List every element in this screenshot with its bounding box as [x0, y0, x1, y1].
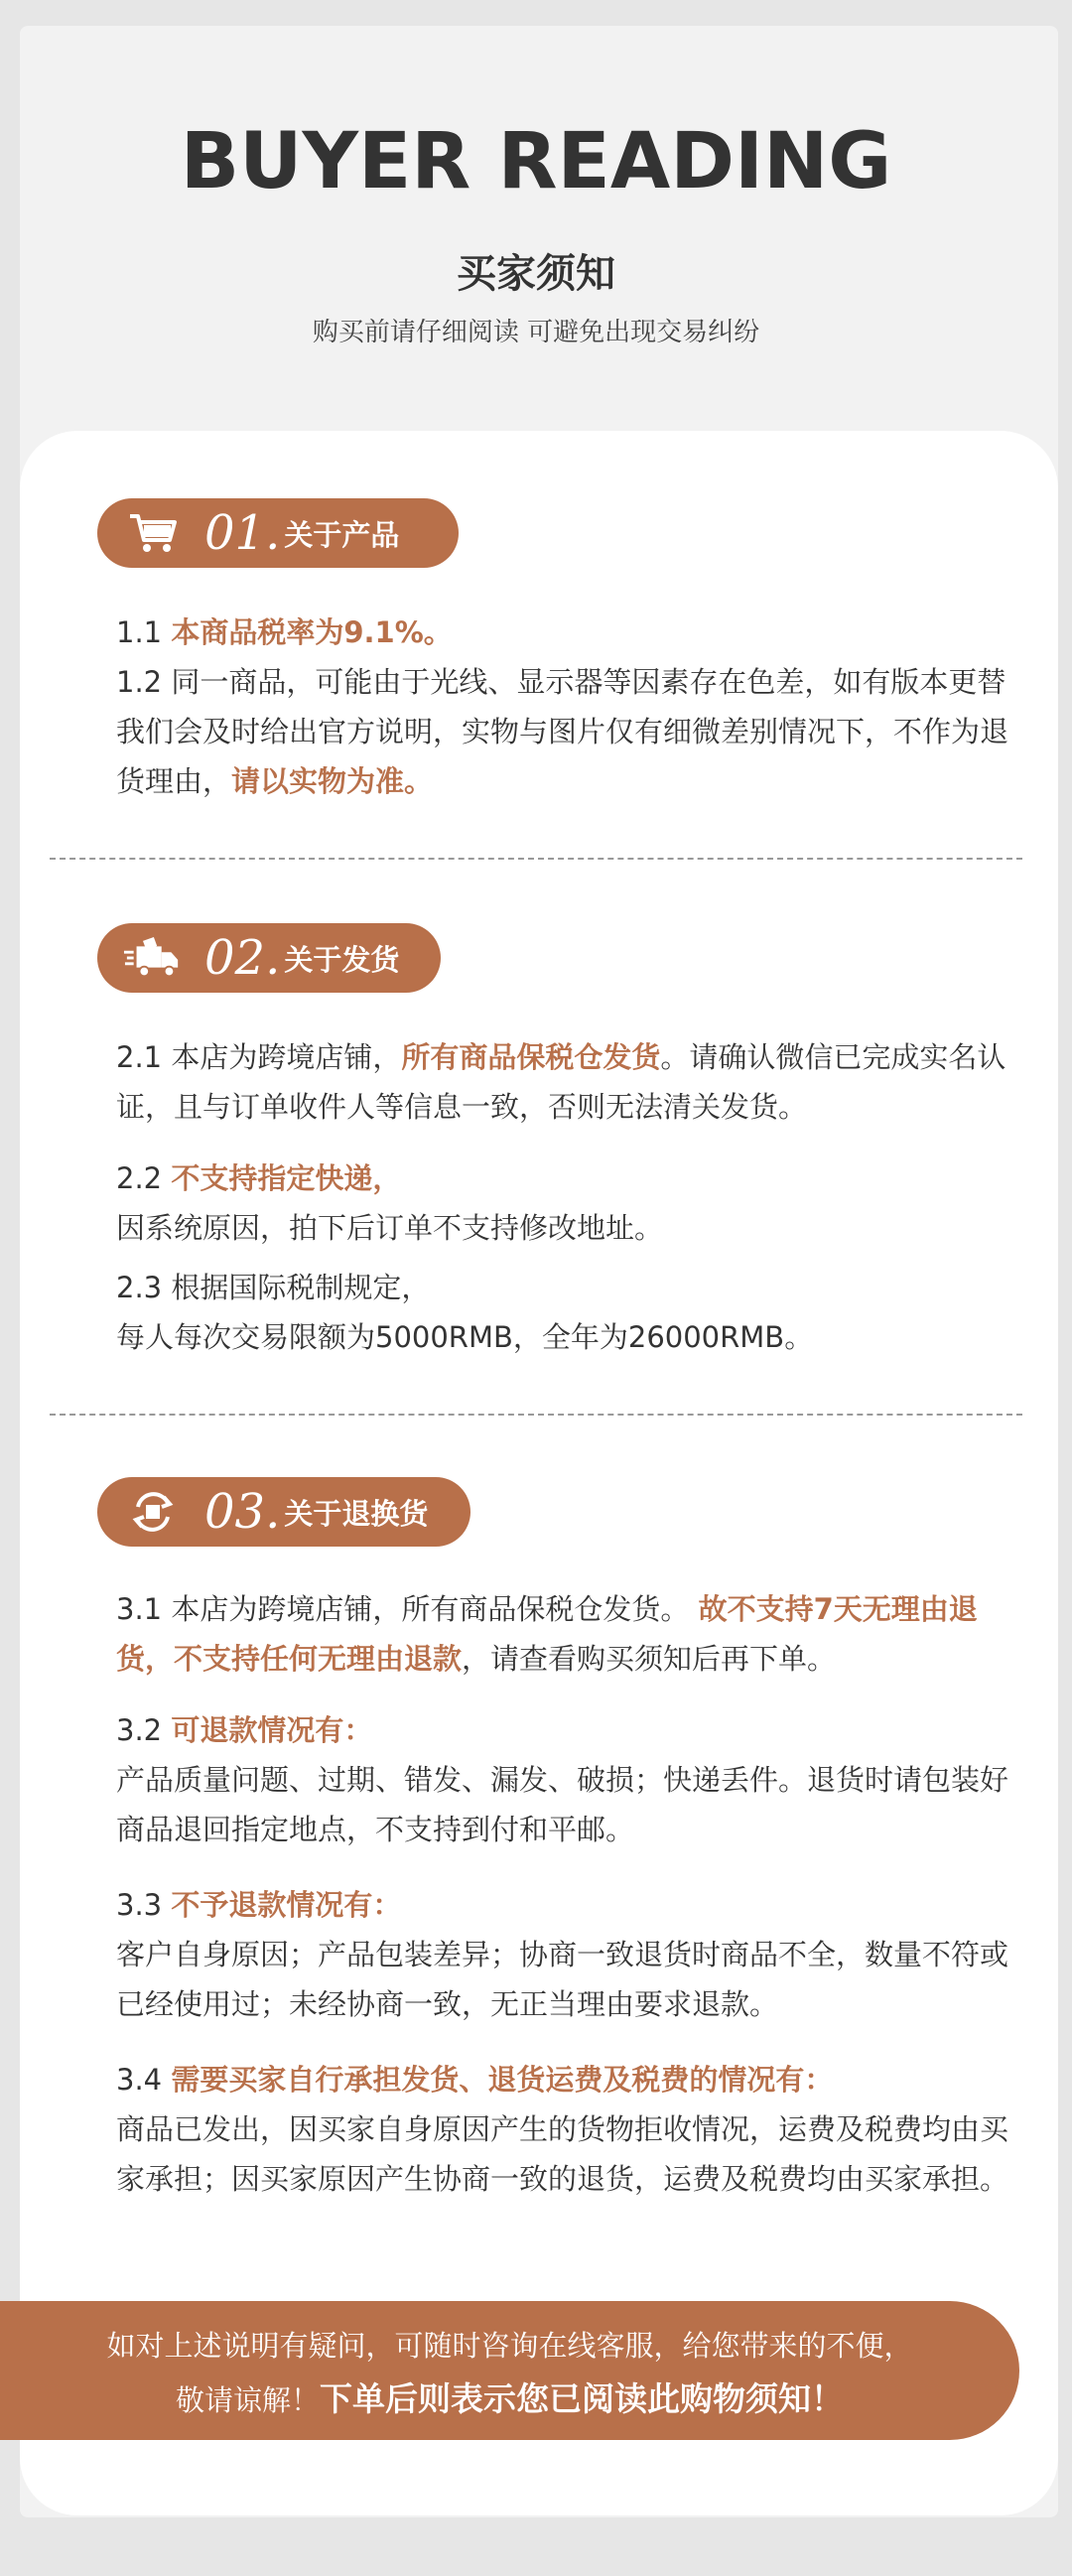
- section-label: 关于发货: [284, 942, 400, 977]
- item-number: 1.1: [116, 615, 163, 649]
- item-3-2: [116, 1705, 1029, 1854]
- item-text: 3.1 本店为跨境店铺，所有商品保税仓发货。: [116, 1592, 690, 1626]
- footer-line-1: 如对上述说明有疑问，可随时咨询在线客服，给您带来的不便，: [106, 2329, 913, 2363]
- item-text: 1.2 同一商品，可能由于光线、显示器等因素存在色差，如有版本更替我们会及时给出官方说明，实物与图片仅有细微差别情况下，不作为退货理由，: [116, 665, 1009, 798]
- header: [0, 0, 1072, 427]
- item-text: 商品已发出，因买家自身原因产生的货物拒收情况，运费及税费均由买家承担；因买家原因产生协商一致的退货，运费及税费均由买家承担。: [116, 2112, 1009, 2196]
- footer-emphasis: 下单后则表示您已阅读此购物须知！: [320, 2379, 844, 2418]
- section-02-badge: [97, 923, 441, 993]
- item-3-3: [116, 1880, 1029, 2029]
- item-highlight: 需要买家自行承担发货、退货运费及税费的情况有：: [171, 2063, 834, 2097]
- item-text: 2.1 本店为跨境店铺，: [116, 1040, 402, 1074]
- footer-line-2: [0, 2373, 1019, 2427]
- item-highlight: 可退款情况有：: [171, 1713, 373, 1747]
- item-text: 因系统原因，拍下后订单不支持修改地址。: [116, 1211, 664, 1245]
- item-highlight: 故不支持7天无理由退货，不支持任何无理由退款: [116, 1592, 978, 1676]
- item-3-1: [116, 1584, 1029, 1684]
- section-01-badge: [97, 498, 459, 568]
- item-number: 3.4: [116, 2063, 163, 2097]
- item-number: 2.2: [116, 1161, 163, 1195]
- page-title: BUYER READING: [180, 117, 892, 206]
- section-number: 03.: [204, 1484, 281, 1540]
- item-highlight: 请以实物为准。: [231, 764, 434, 798]
- item-number: 3.2: [116, 1713, 163, 1747]
- item-text: 产品质量问题、过期、错发、漏发、破损；快递丢件。退货时请包装好商品退回指定地点，不支持到付和平邮。: [116, 1763, 1009, 1846]
- item-number: 3.3: [116, 1888, 163, 1922]
- section-number: 01.: [204, 505, 281, 561]
- item-highlight: 不支持指定快递，: [171, 1161, 402, 1195]
- section-divider: [50, 1414, 1022, 1416]
- notice-card: [20, 431, 1058, 2515]
- item-2-2: [116, 1153, 1029, 1253]
- item-highlight: 所有商品保税仓发货: [401, 1040, 661, 1074]
- footer-banner: [0, 2301, 1019, 2440]
- item-text: 。请确认微信已完成实名认证，且与订单收件人等信息一致，否则无法清关发货。: [116, 1040, 1006, 1124]
- item-text: 客户自身原因；产品包装差异；协商一致退货时商品不全，数量不符或已经使用过；未经协商一致，无正当理由要求退款。: [116, 1938, 1009, 2021]
- shopping-cart-icon: [123, 508, 183, 558]
- item-1-2: [116, 657, 1029, 806]
- item-highlight: 不予退款情况有：: [171, 1888, 402, 1922]
- return-exchange-icon: [123, 1487, 183, 1537]
- section-divider: [50, 858, 1022, 860]
- section-label: 关于退换货: [284, 1496, 429, 1531]
- item-2-3: [116, 1263, 1029, 1362]
- footer-text: 敬请谅解！: [175, 2383, 320, 2417]
- item-highlight: 本商品税率为9.1%。: [171, 615, 453, 649]
- item-3-4: [116, 2055, 1029, 2204]
- page-subtitle: 买家须知: [457, 251, 615, 297]
- item-1-1: [116, 608, 1029, 657]
- section-label: 关于产品: [284, 517, 400, 552]
- item-text: ，请查看购买须知后再下单。: [462, 1642, 837, 1676]
- section-03-badge: [97, 1477, 470, 1547]
- item-text: 每人每次交易限额为5000RMB，全年为26000RMB。: [116, 1320, 814, 1354]
- page-description: 购买前请仔细阅读 可避免出现交易纠纷: [312, 318, 760, 347]
- section-number: 02.: [204, 930, 281, 986]
- item-text: 2.3 根据国际税制规定，: [116, 1271, 431, 1304]
- item-2-1: [116, 1032, 1029, 1132]
- delivery-truck-icon: [123, 933, 183, 983]
